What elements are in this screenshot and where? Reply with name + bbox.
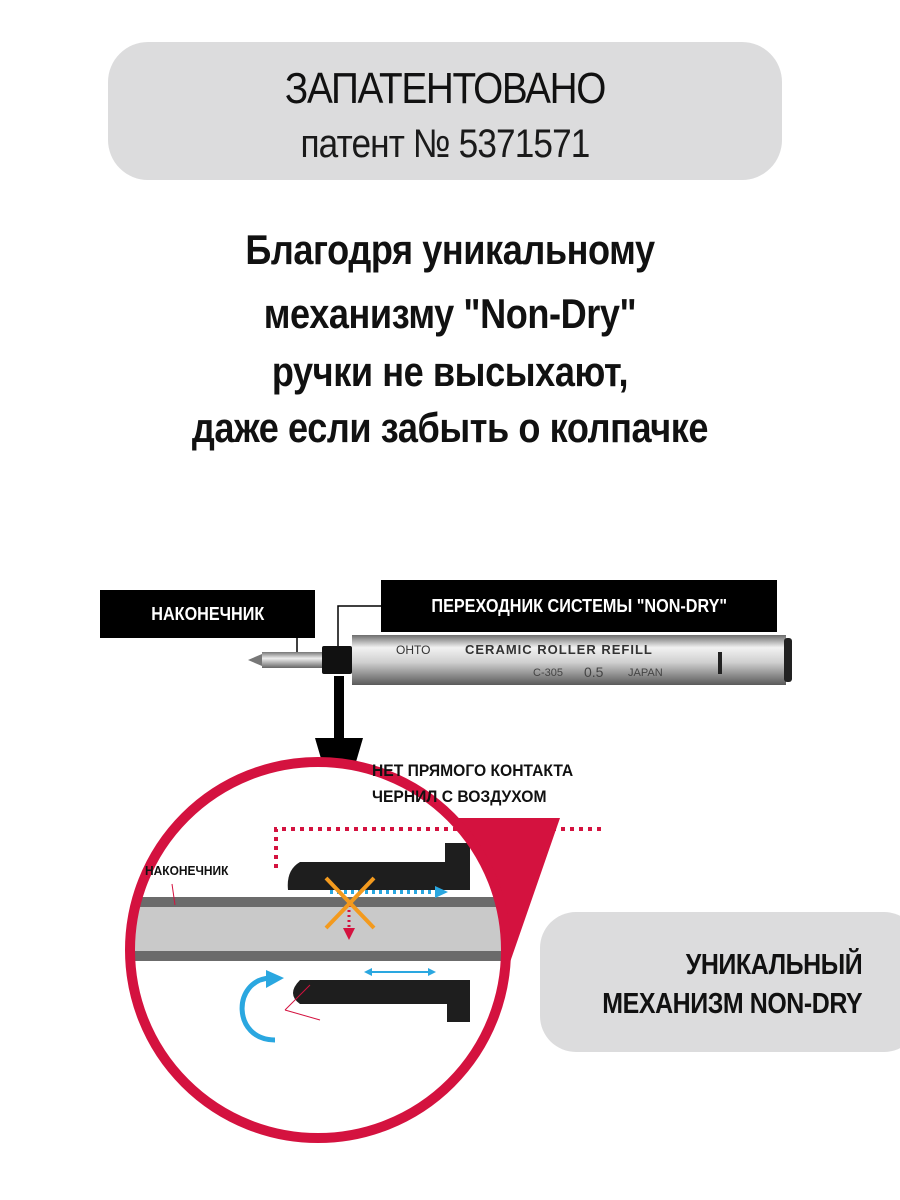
no-contact-caption	[372, 758, 620, 810]
tip-label: НАКОНЕЧНИК	[100, 590, 315, 638]
headline-line-1: Благодря уникальному	[245, 226, 655, 273]
headline-line-2: механизму "Non-Dry"	[263, 290, 637, 337]
headline-line-4: даже если забыть о колпачке	[191, 404, 709, 451]
patent-title: ЗАПАТЕНТОВАНО	[284, 64, 606, 113]
refill-origin: JAPAN	[628, 667, 663, 679]
unique-mechanism-badge	[540, 912, 900, 1052]
patent-number: патент № 5371571	[300, 122, 590, 166]
adapter-label: ПЕРЕХОДНИК СИСТЕМЫ "NON-DRY"	[381, 580, 777, 632]
no-contact-line-1: НЕТ ПРЯМОГО КОНТАКТА	[372, 761, 574, 780]
headline-line-3: ручки не высыхают,	[271, 348, 629, 395]
unique-line-2: МЕХАНИЗМ NON-DRY	[602, 988, 862, 1020]
refill-brand: OHTO	[396, 643, 431, 657]
refill-name: CERAMIC ROLLER REFILL	[465, 642, 653, 657]
refill-size: 0.5	[584, 664, 604, 680]
unique-line-1: УНИКАЛЬНЫЙ	[685, 949, 862, 981]
zoom-tip-label: НАКОНЕЧНИК	[145, 863, 229, 878]
no-contact-line-2: ЧЕРНИЛ С ВОЗДУХОМ	[372, 787, 547, 806]
refill-model: C-305	[533, 667, 563, 679]
